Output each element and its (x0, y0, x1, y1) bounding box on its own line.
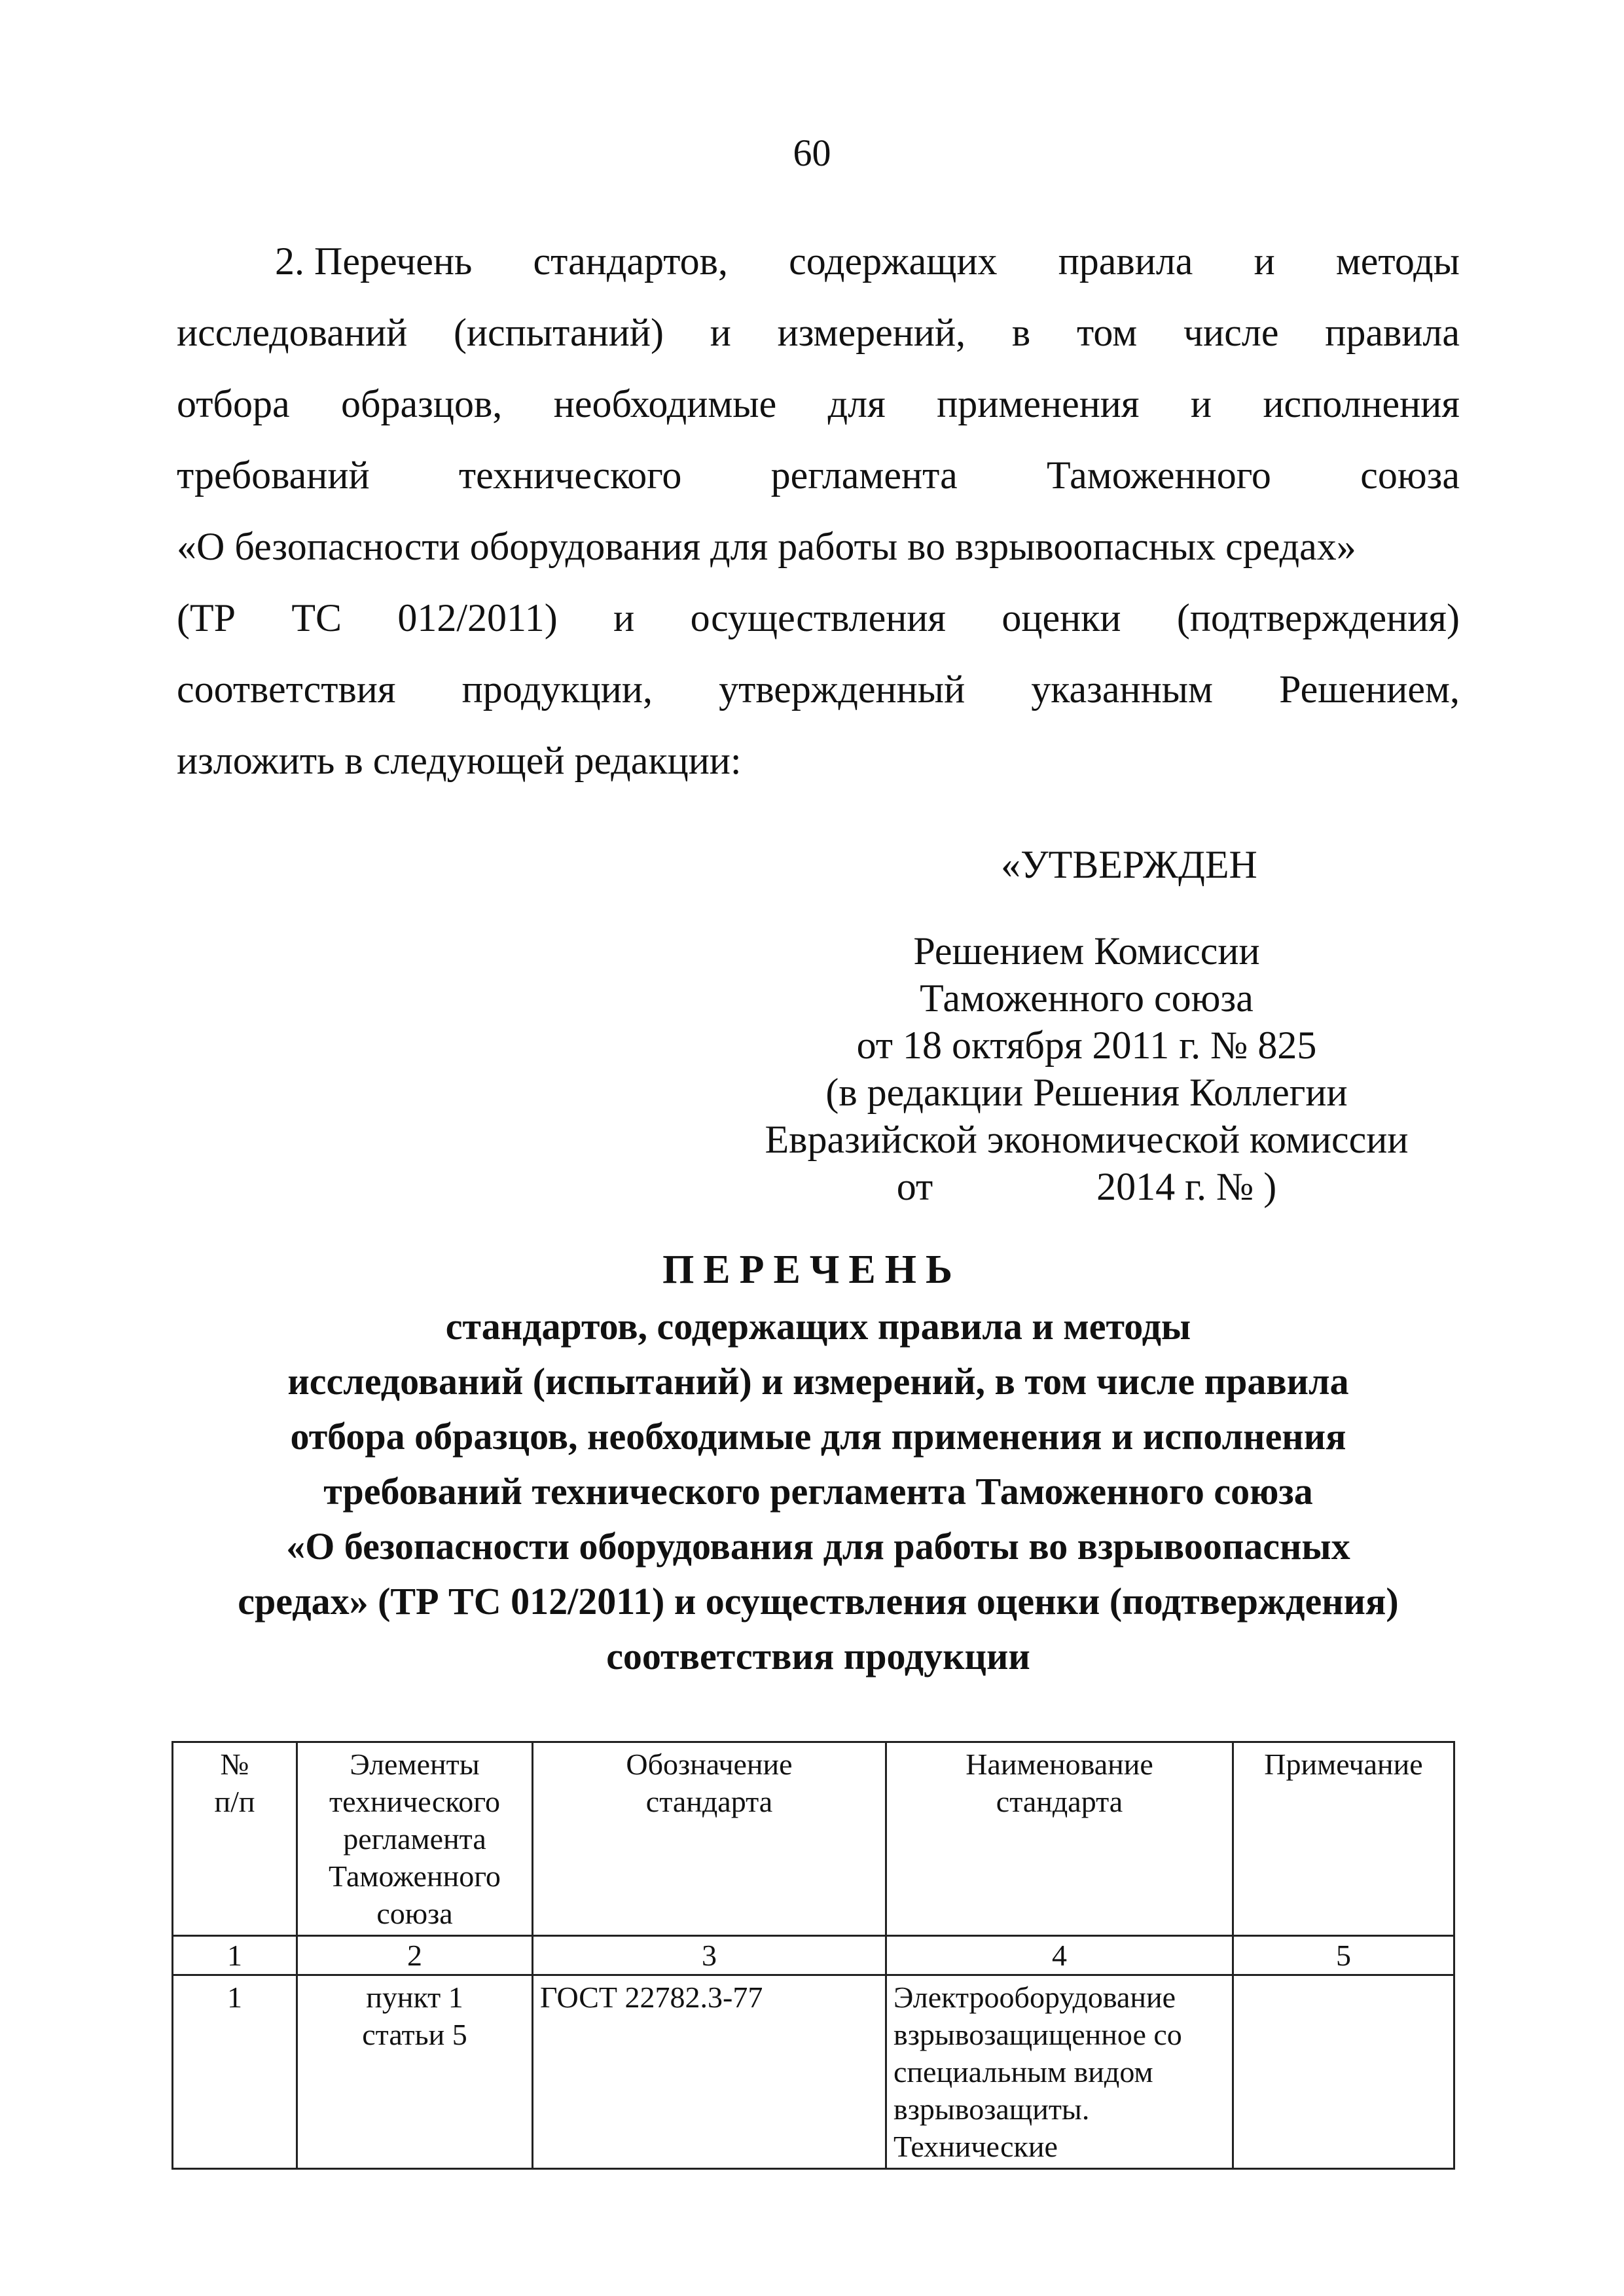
header-elements: Элементы технического регламента Таможенного союза (297, 1742, 533, 1936)
intro-line (177, 511, 1460, 583)
intro-word: технического (458, 454, 682, 497)
intro-word: исполнения (1263, 382, 1460, 425)
intro-word: осуществления (690, 596, 947, 639)
list-title: ПЕРЕЧЕНЬ (662, 1247, 962, 1292)
row-note (1233, 1975, 1454, 2169)
approval-line-3: от 18 октября 2011 г. № 825 (856, 1024, 1317, 1067)
list-subtitle-line: отбора образцов, необходимые для применения и исполнения (290, 1415, 1346, 1458)
intro-word: исследований (177, 311, 408, 354)
approval-line-4: (в редакции Решения Коллегии (825, 1071, 1348, 1114)
intro-word: изложить в следующей редакции: (177, 739, 742, 782)
column-number: 5 (1233, 1936, 1454, 1975)
intro-word: и (613, 596, 635, 639)
approval-date-rest: 2014 г. № ) (1096, 1165, 1277, 1208)
intro-word: образцов, (341, 382, 503, 425)
approval-date-line (687, 1163, 1486, 1210)
column-number: 1 (173, 1936, 297, 1975)
list-subtitle (177, 1299, 1460, 1684)
list-subtitle-line: стандартов, содержащих правила и методы (445, 1305, 1191, 1348)
column-number: 4 (886, 1936, 1233, 1975)
intro-line (177, 654, 1460, 725)
intro-line (177, 440, 1460, 511)
page-number: 60 (793, 132, 831, 174)
table-row (173, 1975, 1454, 2169)
column-number: 3 (533, 1936, 886, 1975)
intro-word: необходимые (553, 382, 777, 425)
intro-line (177, 368, 1460, 440)
intro-word: в (1011, 311, 1031, 354)
intro-word: Решением, (1279, 668, 1460, 711)
intro-word: союза (1360, 454, 1460, 497)
intro-word: стандартов, (533, 240, 728, 283)
intro-word: требований (177, 454, 370, 497)
header-num: № п/п (173, 1742, 297, 1936)
intro-word: том (1076, 311, 1138, 354)
intro-line (177, 725, 1460, 797)
row-num: 1 (173, 1975, 297, 2169)
intro-word: измерений, (777, 311, 966, 354)
list-subtitle-line: «О безопасности оборудования для работы во взрывоопасных (286, 1525, 1350, 1568)
intro-line (177, 297, 1460, 368)
intro-word: и (1254, 240, 1275, 283)
intro-word: (ТР (177, 596, 236, 639)
intro-word: правила (1058, 240, 1193, 283)
intro-word: для (827, 382, 886, 425)
list-subtitle-line: исследований (испытаний) и измерений, в том числе правила (287, 1360, 1349, 1403)
intro-word: отбора (177, 382, 290, 425)
intro-word: указанным (1031, 668, 1213, 711)
list-subtitle-line: соответствия продукции (606, 1635, 1030, 1677)
intro-word: 2. Перечень (275, 240, 473, 283)
approval-date-from: от (896, 1165, 933, 1208)
intro-word: утвержденный (719, 668, 965, 711)
column-number: 2 (297, 1936, 533, 1975)
approval-line-1: Решением Комиссии (913, 929, 1260, 973)
intro-line (177, 583, 1460, 654)
intro-word: регламента (770, 454, 958, 497)
list-subtitle-line: средах» (ТР ТС 012/2011) и осуществления оценки (подтверждения) (238, 1580, 1399, 1623)
intro-word: методы (1335, 240, 1460, 283)
approval-stamp (687, 841, 1486, 1210)
intro-word: Таможенного (1047, 454, 1271, 497)
intro-word: применения (937, 382, 1140, 425)
table-header-row (173, 1742, 1454, 1936)
intro-word: (испытаний) (453, 311, 664, 354)
intro-word: соответствия (177, 668, 396, 711)
row-element: пункт 1 статьи 5 (297, 1975, 533, 2169)
intro-word: и (710, 311, 731, 354)
intro-word: 012/2011) (397, 596, 558, 639)
header-note: Примечание (1233, 1742, 1454, 1936)
intro-word: правила (1325, 311, 1460, 354)
intro-word: ТС (291, 596, 342, 639)
intro-word: оценки (1001, 596, 1121, 639)
intro-word: (подтверждения) (1176, 596, 1460, 639)
header-name: Наименование стандарта (886, 1742, 1233, 1936)
header-designation: Обозначение стандарта (533, 1742, 886, 1936)
intro-word: и (1190, 382, 1212, 425)
intro-paragraph (177, 226, 1460, 797)
approval-heading: «УТВЕРЖДЕН (1001, 843, 1257, 886)
intro-word: числе (1183, 311, 1279, 354)
approval-line-5: Евразийской экономической комиссии (765, 1118, 1409, 1161)
intro-word: «О безопасности оборудования для работы во взрывоопасных средах» (177, 525, 1356, 568)
standards-table (171, 1741, 1455, 2170)
row-name: Электрооборудование взрывозащищенное со специальным видом взрывозащиты. Технические (886, 1975, 1233, 2169)
intro-word: содержащих (789, 240, 998, 283)
approval-line-2: Таможенного союза (920, 977, 1254, 1020)
column-number-row (173, 1936, 1454, 1975)
intro-word: продукции, (461, 668, 653, 711)
list-subtitle-line: требований технического регламента Таможенного союза (323, 1470, 1313, 1513)
intro-line (177, 226, 1460, 297)
row-designation: ГОСТ 22782.3-77 (533, 1975, 886, 2169)
